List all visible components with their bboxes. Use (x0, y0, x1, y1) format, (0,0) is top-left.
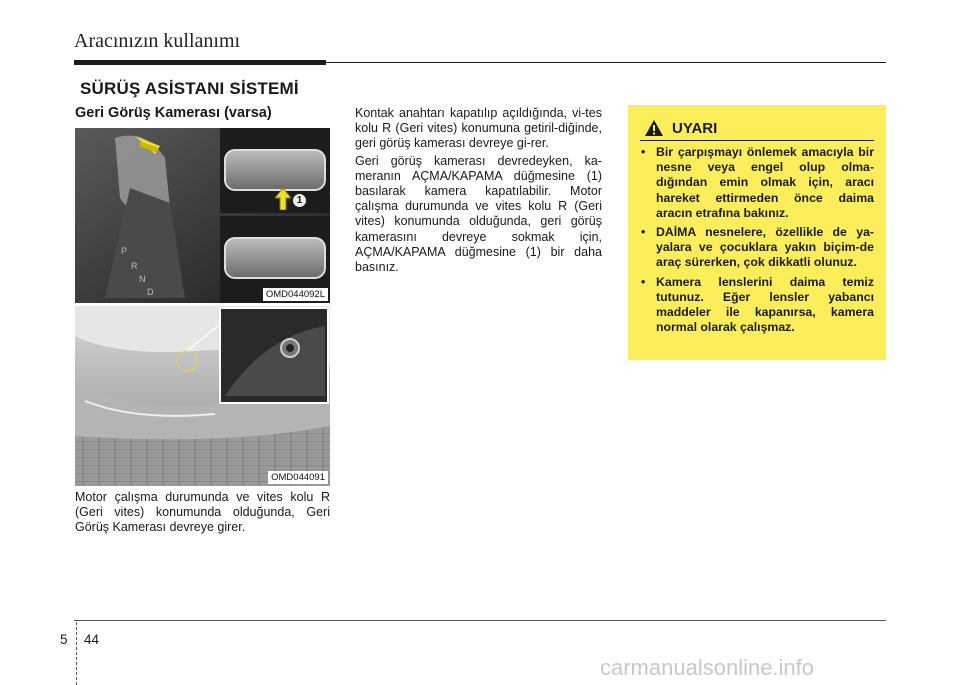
figure-caption: OMD044091 (268, 471, 328, 484)
page-number: 44 (84, 632, 100, 647)
paragraph-1: Kontak anahtarı kapatılıp açıldığında, vi-tes kolu R (Geri vites) konumuna getiril-diğinde, geri görüş kamerası devreye gi-rer. (355, 106, 602, 151)
warning-list (640, 145, 874, 339)
warning-item: • Bir çarpışmayı önlemek amacıyla bir nesne veya engel olup olma-dığından emin olmak için, aracı hareket ettirmeden önce daima aracın etrafına bakınız. (641, 145, 874, 220)
warning-item-text: Kamera lenslerini daima temiz tutunuz. Eğer lensler yabancı maddeler ile kapanırsa, kamera normal olarak çalışmaz. (656, 274, 874, 335)
gear-letter-n: N (139, 274, 146, 284)
section-title: SÜRÜŞ ASİSTANI SİSTEMİ (80, 79, 299, 98)
body-column (355, 106, 602, 277)
figure-rear-camera (75, 306, 330, 486)
sub-heading: Geri Görüş Kamerası (varsa) (75, 105, 272, 121)
up-arrow-icon (275, 188, 291, 210)
warning-title: UYARI (672, 119, 718, 137)
figure-gear-mirror (75, 128, 330, 303)
warning-item-text: DAİMA nesnelere, özellikle de ya-yalara ve çocuklara yakın biçim-de araç sürerken, çok dikkatli olunuz. (656, 225, 874, 270)
warning-box (628, 105, 886, 360)
watermark: carmanualsonline.info (600, 655, 815, 680)
gear-letter-p: P (121, 246, 128, 256)
gear-letter-d: D (147, 287, 154, 297)
warning-item-text: Bir çarpışmayı önlemek amacıyla bir nesne veya engel olup olma-dığından emin olmak için, aracı hareket ettirmeden önce daima aracın etrafına bakınız. (656, 145, 874, 220)
warning-header (644, 117, 717, 139)
gear-mirror-illustration (75, 128, 330, 303)
callout-number: 1 (293, 194, 306, 207)
paragraph-2: Geri görüş kamerası devredeyken, ka-meranın AÇMA/KAPAMA düğmesine (1) basılarak kamera kapatılabilir. Motor çalışma durumunda ve vites kolu R (Geri vites) konumunda olduğunda, geri görüş kamerasını devreye sokmak için, AÇMA/KAPAMA düğmesine (1) bir daha basınız. (355, 153, 602, 275)
warning-item: • Kamera lenslerini daima temiz tutunuz. Eğer lensler yabancı maddeler ile kapanırsa, kamera normal olarak çalışmaz. (641, 274, 874, 335)
warning-triangle-icon (644, 119, 664, 137)
left-body-text: Motor çalışma durumunda ve vites kolu R (Geri vites) konumunda olduğunda, Geri Görüş Kamerası devreye girer. (75, 490, 330, 535)
section-number: 5 (60, 632, 68, 647)
header-rule-thin (326, 62, 886, 63)
figure-caption: OMD044092L (263, 288, 328, 301)
warning-divider (640, 140, 874, 141)
gear-letter-r: R (131, 261, 138, 271)
footer-rule (74, 620, 886, 621)
header-title: Aracınızın kullanımı (74, 30, 241, 52)
footer-divider (76, 622, 77, 685)
warning-item: • DAİMA nesnelere, özellikle de ya-yalara ve çocuklara yakın biçim-de araç sürerken, çok dikkatli olunuz. (641, 225, 874, 270)
rear-camera-illustration (75, 306, 330, 486)
header-rule-thick (74, 60, 326, 65)
